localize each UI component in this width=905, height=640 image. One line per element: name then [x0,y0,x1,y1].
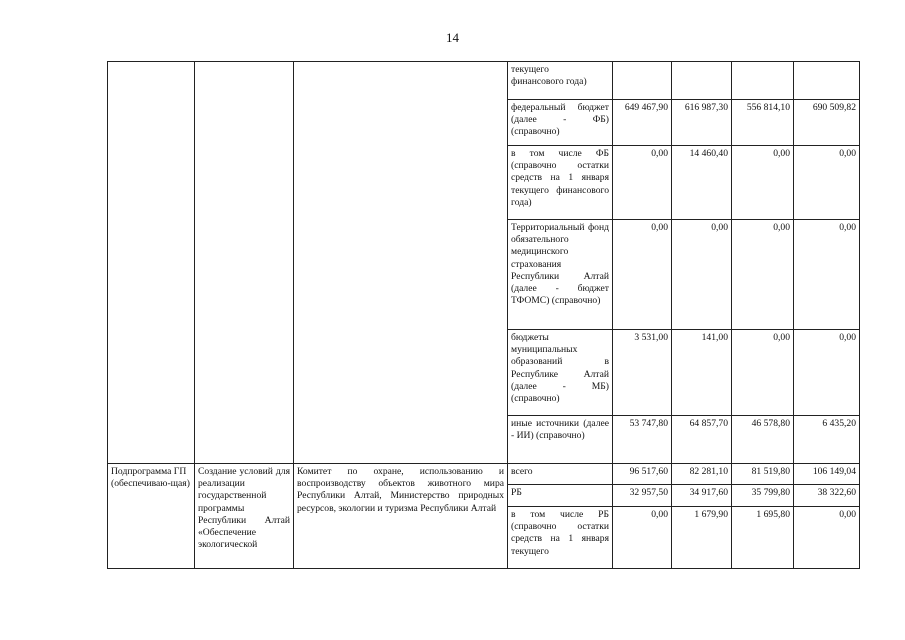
value-cell: 0,00 [613,507,672,569]
value-cell: 14 460,40 [672,146,732,220]
value-cell: 0,00 [613,220,672,330]
value-cell: 32 957,50 [613,485,672,507]
subprogram-status: Подпрограмма ГП (обеспечиваю-щая) [108,464,195,569]
value-cell: 616 987,30 [672,100,732,146]
value-cell: 0,00 [794,146,860,220]
value-cell: 556 814,10 [732,100,794,146]
value-cell: 0,00 [732,146,794,220]
table-row [108,62,860,100]
value-cell: 0,00 [732,330,794,416]
subprogram-executor: Комитет по охране, использованию и воспроизводству объектов животного мира Республики Алтай, Министерство природных ресурсов, экологии и туризма Республики Алтай [294,464,508,569]
value-cell [672,62,732,100]
funding-source: РБ [508,485,613,507]
funding-source: всего [508,464,613,485]
value-cell: 46 578,80 [732,416,794,464]
budget-table [107,61,860,569]
page-number: 14 [446,30,459,45]
funding-source: в том числе ФБ (справочно остатки средств на 1 января текущего финансового года) [508,146,613,220]
value-cell: 96 517,60 [613,464,672,485]
value-cell: 1 679,90 [672,507,732,569]
funding-source: Территориальный фонд обязательного медицинского страхования Республики Алтай (далее - бюджет ТФОМС) (справочно) [508,220,613,330]
value-cell [732,62,794,100]
value-cell: 81 519,80 [732,464,794,485]
value-cell [794,62,860,100]
value-cell: 0,00 [794,220,860,330]
value-cell: 64 857,70 [672,416,732,464]
value-cell: 53 747,80 [613,416,672,464]
value-cell: 0,00 [794,330,860,416]
value-cell: 1 695,80 [732,507,794,569]
subprogram-name: Создание условий для реализации государственной программы Республики Алтай «Обеспечение экологической [195,464,294,569]
value-cell: 690 509,82 [794,100,860,146]
funding-source: федеральный бюджет (далее - ФБ) (справочно) [508,100,613,146]
value-cell: 34 917,60 [672,485,732,507]
value-cell: 3 531,00 [613,330,672,416]
value-cell [613,62,672,100]
empty-executor-cell [294,62,508,464]
value-cell: 141,00 [672,330,732,416]
empty-name-cell [195,62,294,464]
funding-source: бюджеты муниципальных образований в Республике Алтай (далее - МБ) (справочно) [508,330,613,416]
value-cell: 0,00 [672,220,732,330]
value-cell: 0,00 [613,146,672,220]
funding-source: в том числе РБ (справочно остатки средств на 1 января текущего [508,507,613,569]
table-row [108,464,860,485]
value-cell: 0,00 [794,507,860,569]
empty-status-cell [108,62,195,464]
value-cell: 82 281,10 [672,464,732,485]
value-cell: 106 149,04 [794,464,860,485]
value-cell: 38 322,60 [794,485,860,507]
value-cell: 649 467,90 [613,100,672,146]
value-cell: 35 799,80 [732,485,794,507]
funding-source: иные источники (далее - ИИ) (справочно) [508,416,613,464]
funding-source: текущего финансового года) [508,62,613,100]
value-cell: 0,00 [732,220,794,330]
value-cell: 6 435,20 [794,416,860,464]
